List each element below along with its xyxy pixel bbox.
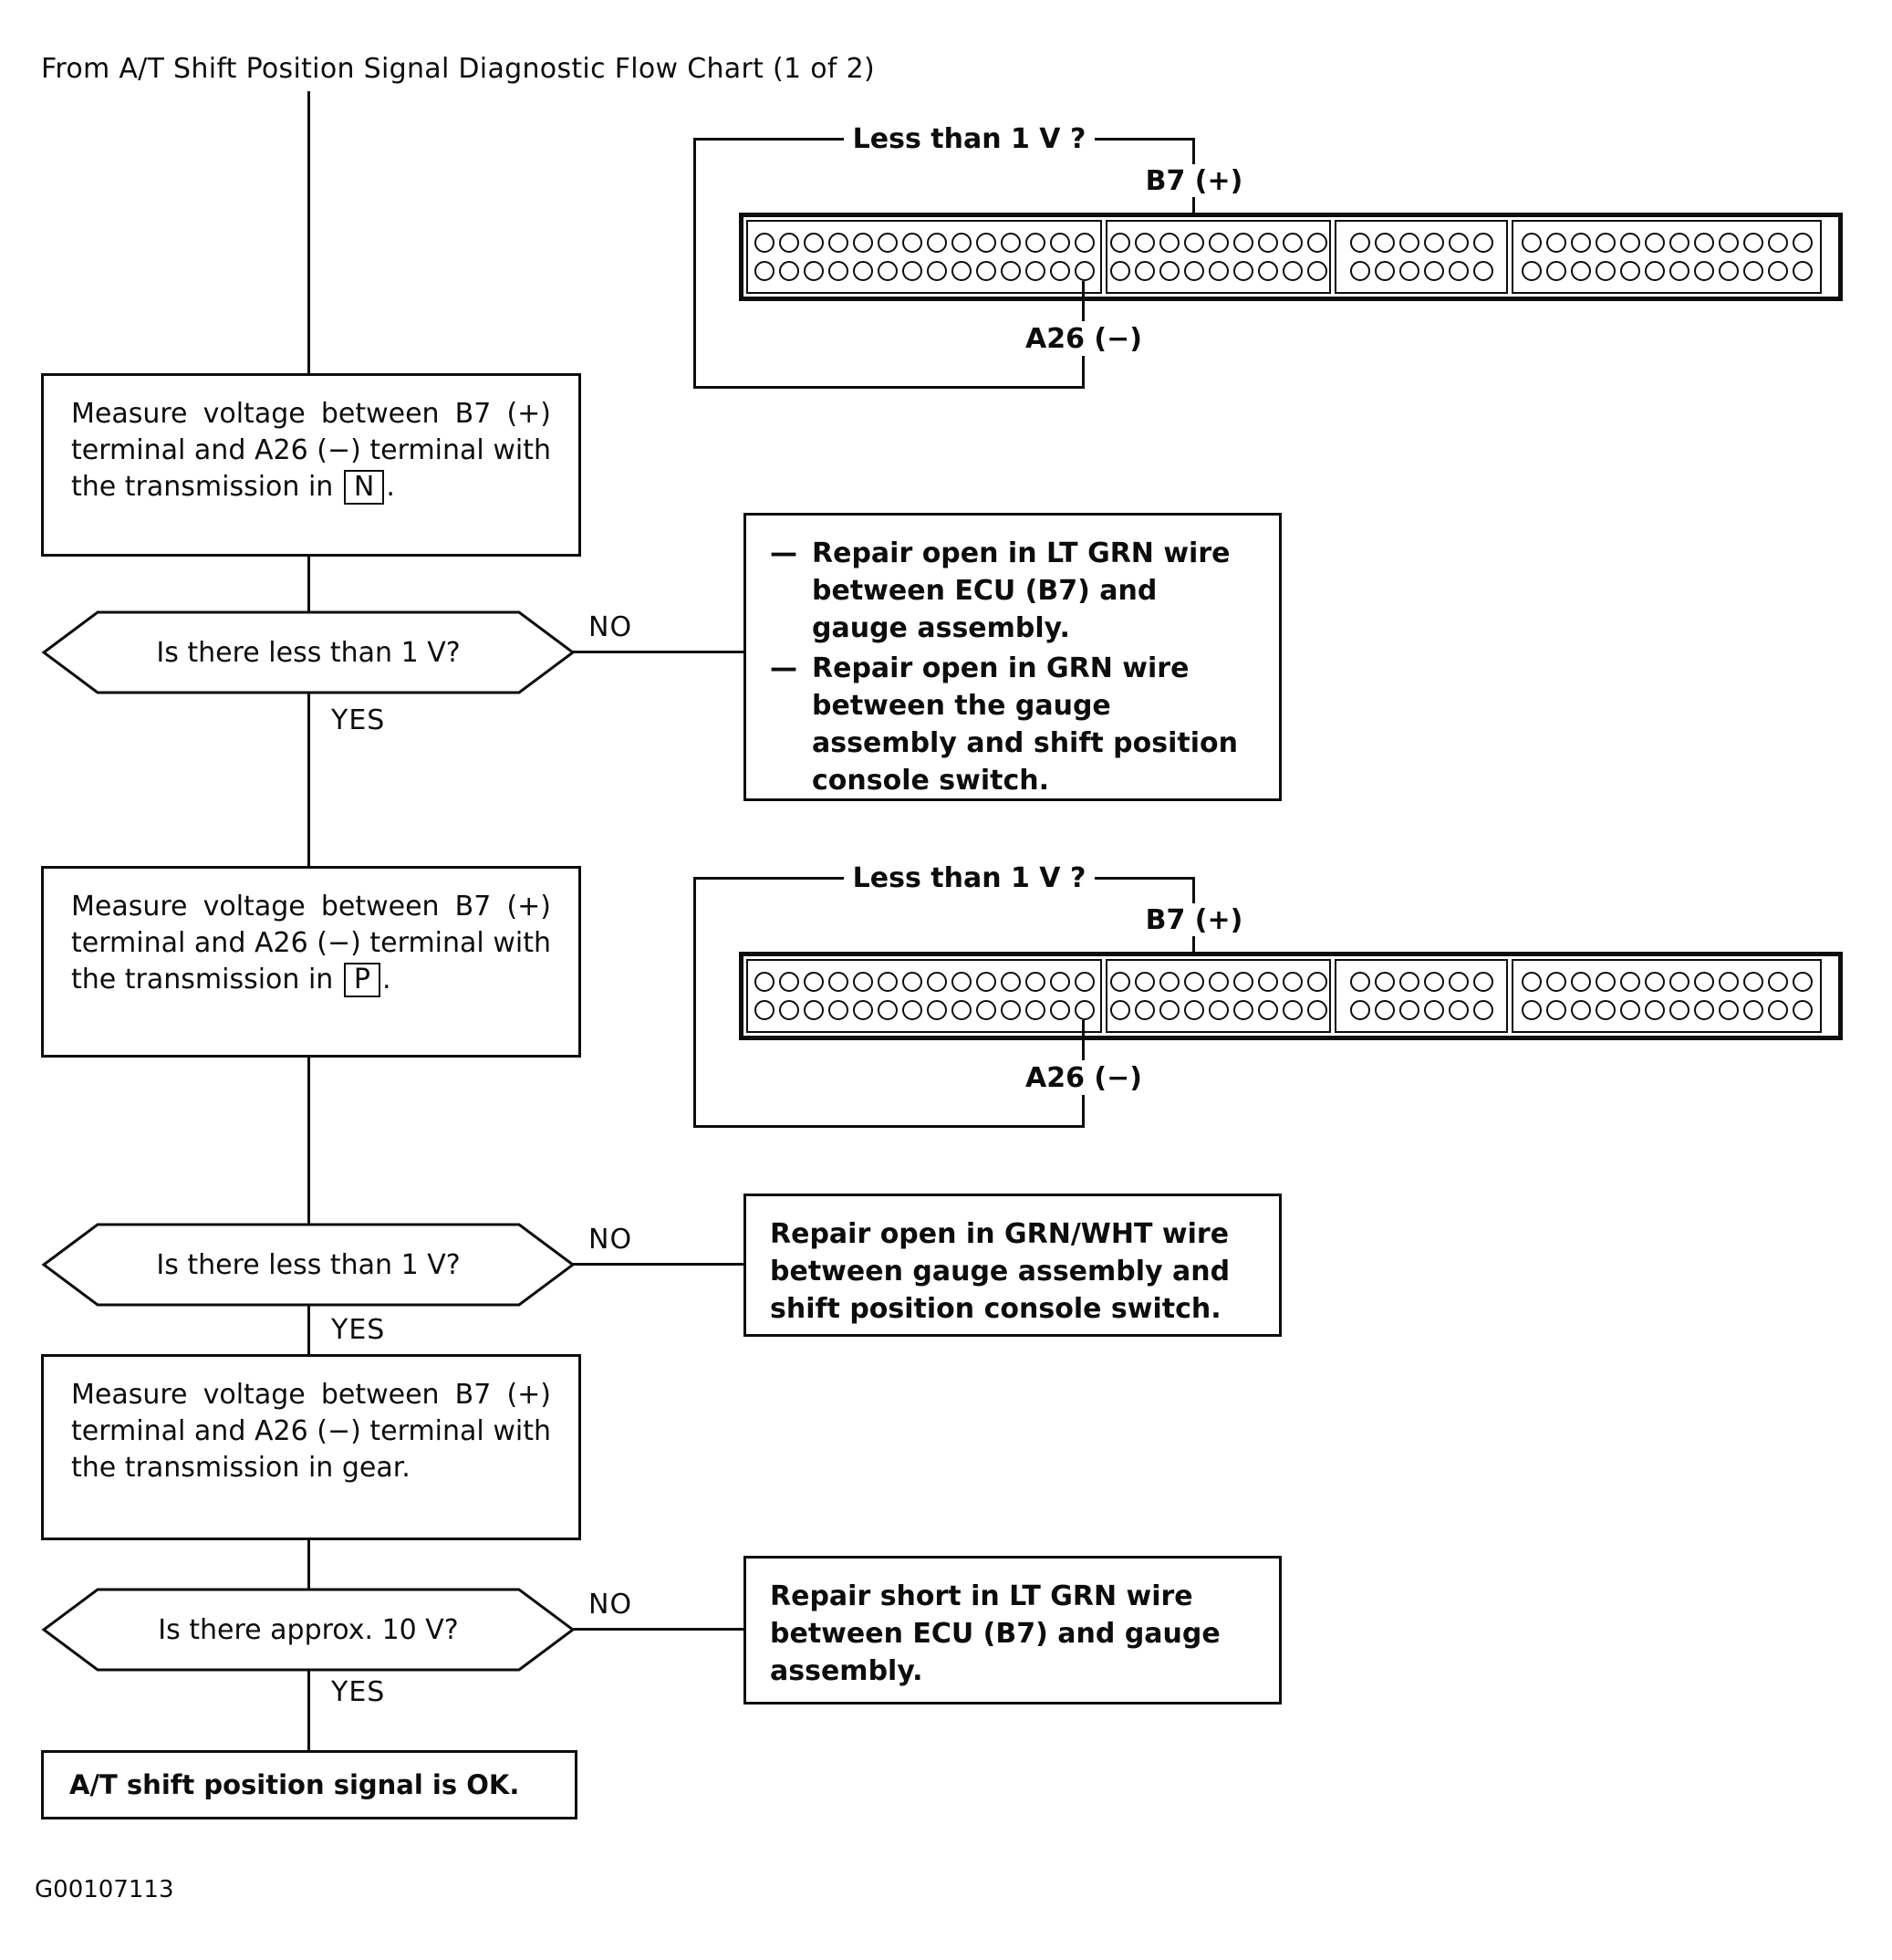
connector-pin [1620, 233, 1640, 253]
connector-pin [1694, 1000, 1714, 1020]
measure-box-p-period: . [381, 964, 391, 996]
repair-item-text: Repair open in GRN wire between the gauge assembly and shift position console switch. [812, 652, 1238, 797]
connector-pin [1522, 261, 1542, 281]
connector-pin [1375, 1000, 1395, 1020]
connector-pin-block [746, 959, 1102, 1033]
connector-pin [853, 233, 873, 253]
connector-pin [1025, 972, 1045, 992]
connector-pin [1449, 261, 1469, 281]
connector-pin [1669, 972, 1689, 992]
result-text: A/T shift position signal is OK. [69, 1769, 520, 1800]
connector-pin [1135, 261, 1155, 281]
connector-pin [1050, 261, 1070, 281]
connector-pin [1025, 233, 1045, 253]
connector-pin [1669, 233, 1689, 253]
connector-pin-row [1110, 261, 1327, 281]
connector-pin [902, 233, 922, 253]
connector-pin [1350, 1000, 1370, 1020]
repair-item [770, 651, 1255, 799]
connector-pin [1546, 233, 1566, 253]
connector-pin [976, 233, 996, 253]
connector-pin [1135, 1000, 1155, 1020]
connector-pin [1025, 1000, 1045, 1020]
connector-pin [1350, 233, 1370, 253]
connector-pin [1694, 233, 1714, 253]
decision-question: Is there less than 1 V? [156, 636, 461, 669]
connector-pin [878, 1000, 898, 1020]
connector-pin [878, 233, 898, 253]
connector-pin [804, 1000, 824, 1020]
repair-item [770, 536, 1255, 647]
connector-pin [1283, 1000, 1303, 1020]
connector-pin [878, 972, 898, 992]
connector-diagram-p [693, 863, 1845, 1137]
connector-pin [927, 233, 947, 253]
figure-code: G00107113 [35, 1876, 174, 1903]
connector-pin [1075, 1000, 1095, 1020]
connector-pin-block [746, 220, 1102, 294]
connector-pin-row [1522, 972, 1813, 992]
connector-pin [927, 1000, 947, 1020]
connector-pin [1307, 261, 1327, 281]
voltmeter-lead-line [693, 386, 1085, 389]
connector-pin [1283, 233, 1303, 253]
page-title: From A/T Shift Position Signal Diagnostic Flow Chart (1 of 2) [41, 53, 875, 85]
connector-pin [976, 972, 996, 992]
connector-pin [1025, 261, 1045, 281]
connector-pin [951, 1000, 972, 1020]
connector-pin [1669, 261, 1689, 281]
connector-pin-block [1335, 959, 1508, 1033]
gear-position-n-box: N [344, 470, 384, 505]
connector-pin [1209, 972, 1229, 992]
no-branch-line [572, 1263, 743, 1266]
connector-pin [1743, 261, 1763, 281]
connector-pin-row [1522, 1000, 1813, 1020]
connector-pin-block [1106, 959, 1331, 1033]
a26-pin-lead-line [1082, 1020, 1085, 1060]
connector-pin-row [754, 233, 1095, 253]
connector-pin [1307, 1000, 1327, 1020]
no-branch-line [572, 651, 743, 653]
connector-pin [1375, 972, 1395, 992]
connector-pin [779, 972, 799, 992]
connector-pin-row [1350, 972, 1493, 992]
connector-pin [1159, 233, 1180, 253]
connector-pin [1620, 261, 1640, 281]
connector-pin [951, 261, 972, 281]
connector-pin [1424, 261, 1444, 281]
b7-terminal-label: B7 (+) [1121, 903, 1267, 936]
connector-pin [1596, 261, 1616, 281]
connector-pin [1075, 233, 1095, 253]
connector-pin-row [1110, 233, 1327, 253]
connector-pin-block [1512, 959, 1822, 1033]
connector-pin [1233, 261, 1253, 281]
connector-pin [828, 972, 848, 992]
connector-pin [902, 261, 922, 281]
connector-pin [1522, 233, 1542, 253]
connector-pin [1135, 233, 1155, 253]
connector-pin [828, 261, 848, 281]
connector-pin [1001, 972, 1021, 992]
connector-pin [1793, 972, 1813, 992]
connector-pin [1283, 261, 1303, 281]
connector-pin [1001, 233, 1021, 253]
gear-position-p-box: P [344, 963, 380, 997]
voltmeter-lead-line [693, 1125, 1085, 1128]
measure-box-n-text: Measure voltage between B7 (+) terminal and A26 (−) terminal with the transmission in [71, 398, 551, 504]
connector-pin [927, 972, 947, 992]
connector-pin [754, 1000, 774, 1020]
no-label: NO [588, 611, 633, 643]
connector-pin [1135, 972, 1155, 992]
connector-pin [1350, 972, 1370, 992]
voltmeter-lead-line [693, 877, 696, 1128]
connector-pin [1546, 972, 1566, 992]
connector-pin [1209, 233, 1229, 253]
connector-pin [1399, 1000, 1419, 1020]
connector-pin [1399, 233, 1419, 253]
decision-less-than-1v-p [41, 1222, 576, 1308]
connector-pin [1001, 261, 1021, 281]
connector-pin-row [1350, 1000, 1493, 1020]
measure-box-p-text: Measure voltage between B7 (+) terminal and A26 (−) terminal with the transmission in [71, 891, 551, 996]
connector-pin [1258, 233, 1278, 253]
connector-pin [1793, 1000, 1813, 1020]
yes-label: YES [331, 1314, 386, 1346]
measure-box-gear-text: Measure voltage between B7 (+) terminal and A26 (−) terminal with the transmission in gear. [71, 1379, 551, 1485]
connector-pin [1233, 233, 1253, 253]
connector-pin [853, 1000, 873, 1020]
connector-pin [1768, 261, 1788, 281]
connector-pin-row [1110, 972, 1327, 992]
connector-pin [1473, 233, 1493, 253]
connector-pin [1375, 233, 1395, 253]
connector-pin [1719, 1000, 1739, 1020]
connector-pin [828, 1000, 848, 1020]
connector-pin [1473, 1000, 1493, 1020]
result-box [41, 1750, 577, 1819]
no-branch-line [572, 1628, 743, 1631]
no-label: NO [588, 1224, 633, 1256]
connector-pin [1768, 233, 1788, 253]
connector-pin [779, 233, 799, 253]
repair-item-text: Repair open in LT GRN wire between ECU (B7) and gauge assembly. [812, 537, 1231, 644]
dash-bullet: — [770, 652, 797, 685]
connector-pin [1110, 233, 1130, 253]
connector-pin [1399, 261, 1419, 281]
connector-pin [1546, 261, 1566, 281]
measure-box-n-period: . [386, 471, 395, 504]
connector-pin [1449, 972, 1469, 992]
connector-pin [1522, 972, 1542, 992]
connector-pin [1375, 261, 1395, 281]
connector-pin [1233, 972, 1253, 992]
connector-pin [754, 972, 774, 992]
connector-pin [1001, 1000, 1021, 1020]
connector-pin [1050, 233, 1070, 253]
connector-pin [951, 972, 972, 992]
connector-pin [1719, 972, 1739, 992]
connector-pin [1620, 972, 1640, 992]
connector-pin [1719, 233, 1739, 253]
connector-pin [902, 1000, 922, 1020]
connector-pin [1258, 972, 1278, 992]
connector-pin [1743, 233, 1763, 253]
connector-pin [1399, 972, 1419, 992]
connector-pin [779, 1000, 799, 1020]
connector-pin [853, 261, 873, 281]
connector-pin [1546, 1000, 1566, 1020]
voltmeter-lead-line [693, 877, 844, 880]
connector-pin [1743, 972, 1763, 992]
connector-pin [1449, 1000, 1469, 1020]
voltmeter-lead-line [1095, 138, 1195, 141]
connector-pin [1159, 1000, 1180, 1020]
a26-terminal-label: A26 (−) [1002, 321, 1166, 356]
decision-question: Is there less than 1 V? [156, 1248, 461, 1281]
connector-pin [1645, 972, 1665, 992]
connector-pin [804, 233, 824, 253]
connector-pin-block [1106, 220, 1331, 294]
connector-pin [1793, 261, 1813, 281]
connector-pin [1571, 261, 1591, 281]
connector-pin [1184, 261, 1204, 281]
connector-pin [1743, 1000, 1763, 1020]
connector-diagram-n [693, 124, 1845, 398]
connector-pin [1596, 1000, 1616, 1020]
connector-pin [1350, 261, 1370, 281]
meter-question-label: Less than 1 V ? [844, 124, 1095, 154]
connector-pin [1596, 972, 1616, 992]
connector-pin-row [1522, 261, 1813, 281]
connector-pin [1050, 972, 1070, 992]
a26-pin-lead-line [1082, 281, 1085, 321]
ecu-connector [739, 952, 1843, 1040]
connector-pin [1768, 972, 1788, 992]
connector-pin [1184, 972, 1204, 992]
voltmeter-lead-line [693, 138, 696, 389]
measure-box-gear [41, 1354, 581, 1540]
connector-pin [828, 233, 848, 253]
decision-approx-10v [41, 1587, 576, 1673]
connector-pin [1075, 261, 1095, 281]
connector-pin [902, 972, 922, 992]
voltmeter-lead-line [1082, 1095, 1085, 1128]
no-label: NO [588, 1589, 633, 1621]
connector-pin [951, 233, 972, 253]
connector-pin [1571, 972, 1591, 992]
repair-text: Repair open in GRN/WHT wire between gauge assembly and shift position console switch. [770, 1218, 1231, 1325]
dash-bullet: — [770, 537, 797, 569]
connector-pin [754, 233, 774, 253]
connector-pin-row [1522, 233, 1813, 253]
connector-pin [976, 1000, 996, 1020]
connector-pin [1645, 261, 1665, 281]
connector-pin [853, 972, 873, 992]
connector-pin [1449, 233, 1469, 253]
measure-box-n [41, 373, 581, 557]
connector-pin [1184, 233, 1204, 253]
b7-terminal-label: B7 (+) [1121, 164, 1267, 197]
connector-pin [1473, 261, 1493, 281]
connector-pin [1258, 1000, 1278, 1020]
repair-box-short-lt-grn [743, 1556, 1282, 1705]
connector-pin [1669, 1000, 1689, 1020]
measure-box-p [41, 866, 581, 1058]
voltmeter-lead-line [693, 138, 844, 141]
ecu-connector [739, 213, 1843, 301]
decision-question: Is there approx. 10 V? [158, 1613, 459, 1646]
connector-pin-row [754, 972, 1095, 992]
connector-pin [754, 261, 774, 281]
connector-pin [1571, 233, 1591, 253]
connector-pin [1596, 233, 1616, 253]
connector-pin [1719, 261, 1739, 281]
connector-pin-row [1350, 233, 1493, 253]
connector-pin [927, 261, 947, 281]
connector-pin [804, 972, 824, 992]
connector-pin-block [1335, 220, 1508, 294]
connector-pin [1075, 972, 1095, 992]
connector-pin-block [1512, 220, 1822, 294]
connector-pin [1424, 972, 1444, 992]
a26-terminal-label: A26 (−) [1002, 1060, 1166, 1095]
voltmeter-lead-line [1192, 138, 1195, 164]
repair-box-open-lt-grn [743, 513, 1282, 801]
connector-pin [1793, 233, 1813, 253]
connector-pin [1571, 1000, 1591, 1020]
connector-pin [1209, 1000, 1229, 1020]
connector-pin [1159, 972, 1180, 992]
connector-pin [1283, 972, 1303, 992]
connector-pin-row [1110, 1000, 1327, 1020]
yes-label: YES [331, 704, 386, 736]
connector-pin [1473, 972, 1493, 992]
connector-pin [1110, 1000, 1130, 1020]
voltmeter-lead-line [1095, 877, 1195, 880]
yes-label: YES [331, 1676, 386, 1708]
connector-pin [1424, 233, 1444, 253]
connector-pin [976, 261, 996, 281]
connector-pin [1620, 1000, 1640, 1020]
connector-pin [1645, 1000, 1665, 1020]
voltmeter-lead-line [1192, 877, 1195, 903]
connector-pin-row [754, 1000, 1095, 1020]
connector-pin [1522, 1000, 1542, 1020]
connector-pin [1694, 972, 1714, 992]
connector-pin [1694, 261, 1714, 281]
connector-pin [1307, 233, 1327, 253]
connector-pin [1233, 1000, 1253, 1020]
meter-question-label: Less than 1 V ? [844, 863, 1095, 893]
connector-pin [1159, 261, 1180, 281]
connector-pin [1645, 233, 1665, 253]
connector-pin [1184, 1000, 1204, 1020]
repair-text: Repair short in LT GRN wire between ECU (B7) and gauge assembly. [770, 1580, 1221, 1687]
connector-pin [1110, 261, 1130, 281]
connector-pin [1209, 261, 1229, 281]
connector-pin [779, 261, 799, 281]
connector-pin [878, 261, 898, 281]
voltmeter-lead-line [1082, 356, 1085, 389]
connector-pin-row [754, 261, 1095, 281]
repair-box-grn-wht [743, 1194, 1282, 1337]
connector-pin [804, 261, 824, 281]
connector-pin [1258, 261, 1278, 281]
decision-less-than-1v-n [41, 610, 576, 695]
connector-pin [1050, 1000, 1070, 1020]
connector-pin [1307, 972, 1327, 992]
connector-pin [1110, 972, 1130, 992]
connector-pin [1424, 1000, 1444, 1020]
connector-pin-row [1350, 261, 1493, 281]
connector-pin [1768, 1000, 1788, 1020]
